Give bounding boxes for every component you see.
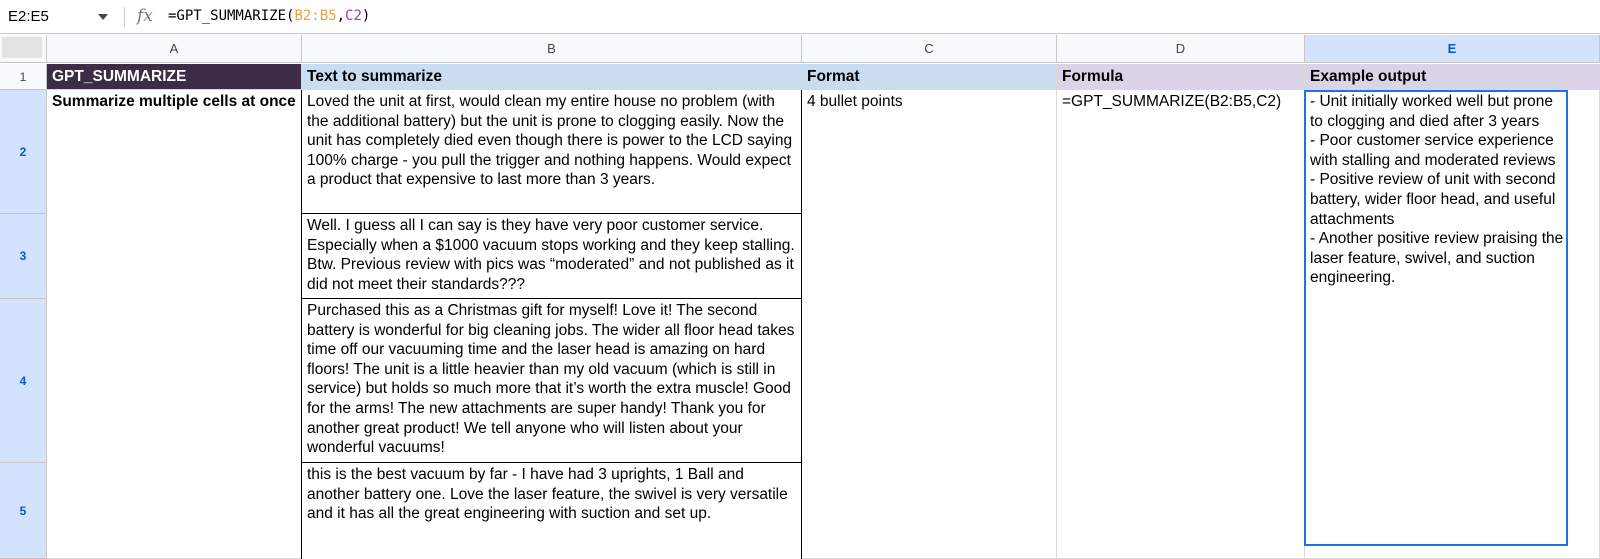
cell-b1[interactable]: Text to summarize <box>302 64 802 90</box>
function-icon: fx <box>137 6 153 26</box>
formula-suffix: ) <box>361 8 371 24</box>
name-box-value[interactable]: E2:E5 <box>8 8 49 25</box>
cell-d2[interactable]: =GPT_SUMMARIZE(B2:B5,C2) <box>1057 90 1305 559</box>
row-header-1[interactable]: 1 <box>0 64 47 90</box>
name-box[interactable] <box>0 0 120 34</box>
formula-cell-ref: C2 <box>345 8 362 24</box>
divider <box>124 7 125 27</box>
cell-d1[interactable]: Formula <box>1057 64 1305 90</box>
row-header-5[interactable]: 5 <box>0 463 47 559</box>
row-header-2[interactable]: 2 <box>0 90 47 214</box>
row-header-4[interactable]: 4 <box>0 299 47 463</box>
output-line: - Poor customer service experience with stalling and moderated reviews <box>1310 132 1556 169</box>
cell-e1[interactable]: Example output <box>1305 64 1600 90</box>
column-header-d[interactable]: D <box>1057 35 1305 63</box>
formula-bar <box>0 0 1600 34</box>
formula-prefix: =GPT_SUMMARIZE( <box>168 8 295 24</box>
column-header-a[interactable]: A <box>47 35 302 63</box>
cell-a2[interactable]: Summarize multiple cells at once <box>47 90 302 559</box>
select-all-corner[interactable] <box>0 35 47 63</box>
cell-a1[interactable]: GPT_SUMMARIZE <box>47 64 302 90</box>
column-header-b[interactable]: B <box>302 35 802 63</box>
chevron-down-icon[interactable] <box>98 14 108 20</box>
cell-b5[interactable]: this is the best vacuum by far - I have had 3 uprights, 1 Ball and another battery one. Love the laser feature, the swivel is very versatile and it has all the great engineering with suction and set up. <box>301 463 802 559</box>
row-header-3[interactable]: 3 <box>0 214 47 299</box>
formula-range-ref: B2:B5 <box>294 8 337 24</box>
cell-b2[interactable]: Loved the unit at first, would clean my entire house no problem (with the additional battery) but the unit is prone to clogging easily. Now the unit has completely died even though there is power to the LCD saying 100% charge - you pull the trigger and nothing happens. Would expect a product that expensive to last more than 3 years. <box>301 90 802 214</box>
cell-b3[interactable]: Well. I guess all I can say is they have very poor customer service. Especially when a $1000 vacuum stops working and they keep stalling. Btw. Previous review with pics was “moderated” and not published as it did not meet their standards??? <box>301 214 802 299</box>
output-line: - Unit initially worked well but prone to clogging and died after 3 years <box>1310 93 1553 130</box>
output-line: - Positive review of unit with second battery, wider floor head, and useful attachments <box>1310 171 1556 228</box>
cell-c1[interactable]: Format <box>802 64 1057 90</box>
cell-c2[interactable]: 4 bullet points <box>802 90 1057 559</box>
column-header-c[interactable]: C <box>802 35 1057 63</box>
formula-input[interactable] <box>168 8 370 24</box>
output-line: - Another positive review praising the laser feature, swivel, and suction engineering. <box>1310 230 1564 287</box>
cell-e2[interactable] <box>1305 90 1600 559</box>
formula-comma: , <box>336 8 346 24</box>
cell-b4[interactable]: Purchased this as a Christmas gift for myself! Love it! The second battery is wonderful for big cleaning jobs. The wider all floor head takes time off our vacuuming time and the laser head is amazing on hard floors! The unit is a little heavier than my old vacuum (which is still in service) but holds so much more that it’s worth the extra muscle! Good for the arms! The new attachments are super handy! Thank you for another great product! We tell anyone who will listen about your wonderful vacuums! <box>301 299 802 463</box>
column-header-e[interactable]: E <box>1305 35 1600 63</box>
